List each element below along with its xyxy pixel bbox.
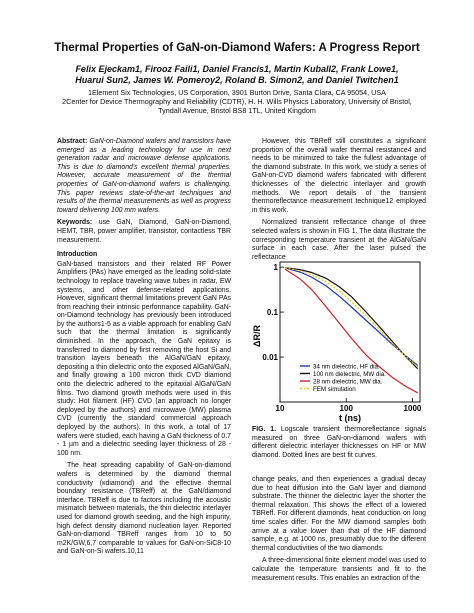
right-paragraph-3: change peaks, and then experiences a gradual decay due to heat diffusion into the GaN layer and diamond substrate. The thinner the dielectric layer the shorter the thermal relaxation. This shows the effect of a lowered TBReff. For different diamonds, heat conduction on long time scales differ. For the MW diamond samples both arrive at a value lower than that of the HF diamond sample, e.g. at 1000 ns, presumably due to the different thermal conductivities of the two diamonds. xyxy=(252,476,426,552)
authors-line-1: Felix Ejeckam1, Firooz Faili1, Daniel Francis1, Martin Kuball2, Frank Lowe1, xyxy=(75,64,399,74)
y-tick-label: 1 xyxy=(273,263,278,273)
keywords-label: Keywords: xyxy=(57,219,93,227)
affiliation-1: 1Element Six Technologies, US Corporation, 3901 Burton Drive, Santa Clara, CA 95054, USA xyxy=(88,88,386,97)
right-paragraph-1: However, this TBReff still constitutes a significant proportion of the overall wafer thermal resistance4 and needs to be minimized to take the fullest advantage of the diamond substrate. In this work, we study a series of GaN-on-CVD diamond wafers fabricated with different thicknesses of the dielectric interlayer and growth methods. We report details of the transient thermoreflectance measurement technique12 employed in this work. xyxy=(252,138,426,214)
abstract-label: Abstract: xyxy=(57,138,88,145)
x-axis-label: t (ns) xyxy=(339,413,361,423)
y-axis-label: ΔR/R xyxy=(252,325,262,347)
right-paragraph-4: A three-dimensional finite element model was used to calculate the temperature transients and fit to the measurement results. This enables an extraction of the xyxy=(252,557,426,582)
figure-1-chart xyxy=(252,258,426,423)
keywords xyxy=(57,219,231,245)
legend-label: 100 nm dielectric, MW dia. xyxy=(313,371,386,378)
x-tick-label: 100 xyxy=(339,404,353,413)
caption-text: Logscale transient thermoreflectance signals measured on three GaN-on-diamond wafers with different dielectric interlayer thicknesses on HF or MW diamond. Dotted lines are best fit curves. xyxy=(252,426,427,459)
figure-1-caption xyxy=(252,426,426,460)
intro-heading: Introduction xyxy=(57,251,98,259)
keywords-text: use GaN, Diamond, GaN-on-Diamond, HEMT, TBR, power amplifier, transistor, contactless TBR measurement. xyxy=(57,219,231,244)
legend-label: 34 nm dielectric, HF dia. xyxy=(313,363,380,371)
affiliations xyxy=(30,88,444,115)
author-list xyxy=(40,64,434,86)
abstract-text: GaN-on-Diamond wafers and transistors have emerged as a leading technology for use in next generation radar and microwave defense applications. This is due to diamond's excellent thermal properties. However, accurate measurement of the thermal properties of GaN-on-diamond wafers is challenging. This paper reviews state-of-the-art techniques and results of the thermal measurements as well as progress toward delivering 100 mm wafers. xyxy=(57,138,231,214)
paper-title: Thermal Properties of GaN-on-Diamond Wafers: A Progress Report xyxy=(54,42,420,54)
abstract xyxy=(57,138,231,215)
x-tick-label: 10 xyxy=(275,404,285,413)
y-tick-label: 0.1 xyxy=(266,308,278,318)
legend-label: 28 nm dielectric, MW dia. xyxy=(313,378,383,386)
caption-label: FIG. 1. xyxy=(252,426,276,433)
right-column xyxy=(252,138,426,266)
intro-paragraph-2: The heat spreading capability of GaN-on-diamond wafers is determined by the diamond thermal conductivity (κdiamond) and the effective thermal boundary resistance (TBReff) at the GaN/diamond interface. TBReff is due to factors including the acoustic mismatch between materials, the thin dielectric interlayer used for diamond growth seeding, and the high impurity, high defect density diamond nucleation layer. Reported GaN-on-diamond TBReff ranges from 10 to 50 m2K/GW,6,7 comparable to values for GaN-on-SiC8-10 and GaN-on-Si wafers.10,11 xyxy=(57,462,231,556)
legend-label: FEM simulation xyxy=(313,386,356,393)
authors-line-2: Huarui Sun2, James W. Pomeroy2, Roland B. Simon2, and Daniel Twitchen1 xyxy=(75,75,399,85)
right-column-lower xyxy=(252,476,426,587)
affiliation-2-cont: Tyndall Avenue, Bristol BS8 1TL, United Kingdom xyxy=(158,106,316,115)
right-paragraph-2: Normalized transient reflectance change of three selected wafers is shown in FIG 1. The data illustrate the corresponding temperature transient at the AlGaN/GaN surface in each case. After the laser pulsed the reflectance xyxy=(252,219,426,261)
affiliation-2: 2Center for Device Thermography and Reliability (CDTR), H. H. Wills Physics Laboratory, University of Bristol, xyxy=(62,97,412,106)
x-tick-label: 1000 xyxy=(403,404,422,413)
left-column xyxy=(57,138,231,561)
intro-paragraph-1: GaN-based transistors and their related RF Power Amplifiers (PAs) have emerged as the leading solid-state technology to replace traveling wave tubes in radar, EW systems, and other defense-related applications. However, significant thermal limitations prevent GaN PAs from reaching their intrinsic performance capability. GaN-on-Diamond technology has previously been introduced by the authors1-5 as a viable approach for enabling GaN such that the thermal limitation is significantly diminished. In the approach, the GaN epitaxy is transferred to diamond by first removing the host Si and transition layers beneath the AlGaN/GaN epitaxy, depositing a thin dielectric onto the exposed AlGaN/GaN, and finally growing a 100 micron thick CVD diamond onto the dielectric adhered to the epitaxial AlGaN/GaN films. Two diamond growth methods were used in this study: Hot filament (HF) CVD (an approach no longer deployed by the authors) and microwave (MW) plasma CVD (currently the standard commercial approach deployed by the authors). In this work, a total of 17 wafers were studied, each having a GaN thickness of 0.7 - 1 µm and a dielectric seeding layer thickness of 28 - 100 nm. xyxy=(57,260,231,457)
y-tick-label: 0.01 xyxy=(262,353,278,363)
